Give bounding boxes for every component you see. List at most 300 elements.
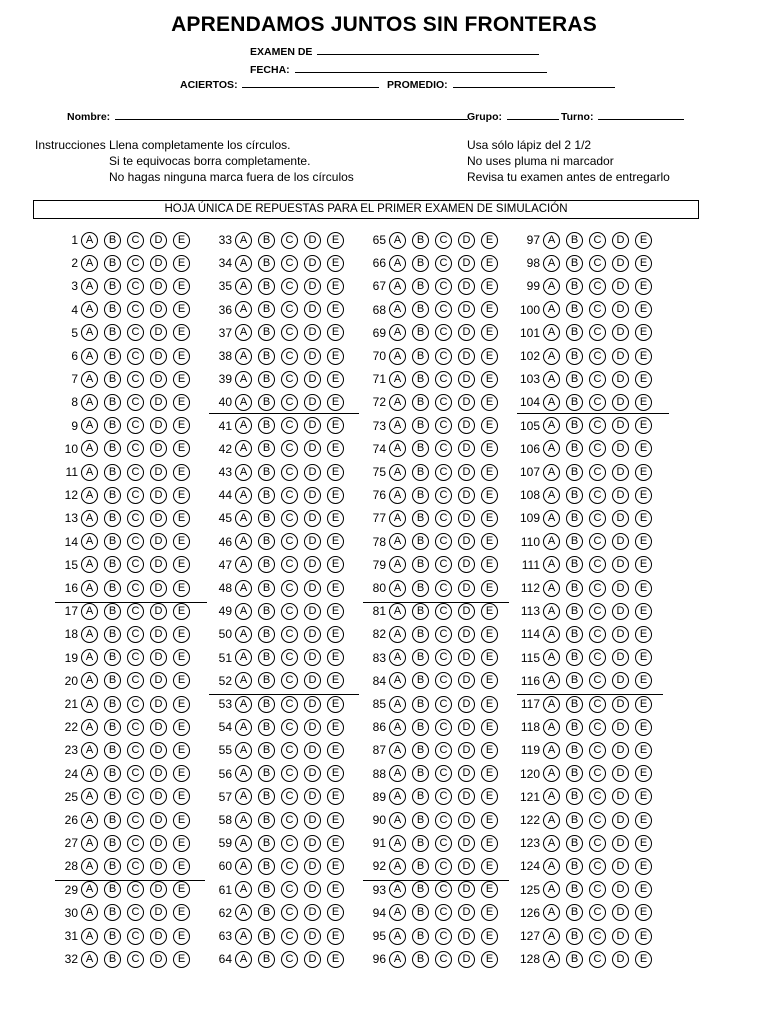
answer-bubble-c[interactable]: C [435,371,452,388]
answer-bubble-b[interactable]: B [258,672,275,689]
answer-bubble-b[interactable]: B [258,533,275,550]
answer-bubble-e[interactable]: E [635,696,652,713]
answer-bubble-d[interactable]: D [304,904,321,921]
answer-bubble-a[interactable]: A [81,603,98,620]
answer-bubble-b[interactable]: B [258,510,275,527]
answer-bubble-c[interactable]: C [589,278,606,295]
answer-bubble-c[interactable]: C [589,904,606,921]
answer-bubble-e[interactable]: E [635,232,652,249]
answer-bubble-a[interactable]: A [543,417,560,434]
answer-bubble-e[interactable]: E [635,881,652,898]
answer-bubble-b[interactable]: B [104,765,121,782]
answer-bubble-e[interactable]: E [173,371,190,388]
answer-bubble-d[interactable]: D [150,765,167,782]
answer-bubble-b[interactable]: B [104,255,121,272]
answer-bubble-a[interactable]: A [543,603,560,620]
answer-bubble-a[interactable]: A [81,835,98,852]
date-line[interactable] [295,62,547,73]
answer-bubble-a[interactable]: A [543,904,560,921]
answer-bubble-b[interactable]: B [104,464,121,481]
answer-bubble-b[interactable]: B [412,371,429,388]
answer-bubble-a[interactable]: A [81,348,98,365]
answer-bubble-b[interactable]: B [258,696,275,713]
answer-bubble-a[interactable]: A [235,904,252,921]
answer-bubble-e[interactable]: E [173,951,190,968]
answer-bubble-a[interactable]: A [543,835,560,852]
answer-bubble-b[interactable]: B [412,951,429,968]
answer-bubble-e[interactable]: E [173,765,190,782]
answer-bubble-d[interactable]: D [458,835,475,852]
answer-bubble-a[interactable]: A [235,835,252,852]
answer-bubble-d[interactable]: D [304,255,321,272]
answer-bubble-d[interactable]: D [304,788,321,805]
answer-bubble-d[interactable]: D [150,928,167,945]
answer-bubble-b[interactable]: B [258,928,275,945]
answer-bubble-d[interactable]: D [150,324,167,341]
answer-bubble-d[interactable]: D [304,812,321,829]
answer-bubble-c[interactable]: C [281,765,298,782]
answer-bubble-d[interactable]: D [458,719,475,736]
answer-bubble-d[interactable]: D [612,394,629,411]
answer-bubble-a[interactable]: A [389,742,406,759]
answer-bubble-b[interactable]: B [258,301,275,318]
answer-bubble-c[interactable]: C [589,371,606,388]
answer-bubble-d[interactable]: D [458,603,475,620]
answer-bubble-c[interactable]: C [589,788,606,805]
answer-bubble-b[interactable]: B [412,765,429,782]
answer-bubble-b[interactable]: B [104,742,121,759]
answer-bubble-b[interactable]: B [258,904,275,921]
answer-bubble-e[interactable]: E [173,487,190,504]
answer-bubble-b[interactable]: B [566,672,583,689]
answer-bubble-e[interactable]: E [635,765,652,782]
answer-bubble-c[interactable]: C [435,626,452,643]
answer-bubble-c[interactable]: C [127,928,144,945]
answer-bubble-e[interactable]: E [327,556,344,573]
answer-bubble-e[interactable]: E [635,788,652,805]
answer-bubble-a[interactable]: A [543,719,560,736]
answer-bubble-c[interactable]: C [589,928,606,945]
answer-bubble-b[interactable]: B [566,788,583,805]
answer-bubble-d[interactable]: D [612,788,629,805]
answer-bubble-d[interactable]: D [458,881,475,898]
answer-bubble-d[interactable]: D [458,626,475,643]
name-line[interactable] [115,109,468,120]
answer-bubble-e[interactable]: E [173,464,190,481]
answer-bubble-d[interactable]: D [150,556,167,573]
answer-bubble-e[interactable]: E [635,904,652,921]
answer-bubble-b[interactable]: B [566,881,583,898]
answer-bubble-b[interactable]: B [566,440,583,457]
answer-bubble-c[interactable]: C [281,348,298,365]
answer-bubble-b[interactable]: B [566,232,583,249]
answer-bubble-a[interactable]: A [389,301,406,318]
answer-bubble-e[interactable]: E [635,742,652,759]
answer-bubble-a[interactable]: A [543,951,560,968]
answer-bubble-d[interactable]: D [458,904,475,921]
answer-bubble-b[interactable]: B [258,417,275,434]
answer-bubble-b[interactable]: B [104,510,121,527]
answer-bubble-e[interactable]: E [173,440,190,457]
answer-bubble-a[interactable]: A [235,232,252,249]
answer-bubble-d[interactable]: D [150,951,167,968]
answer-bubble-a[interactable]: A [81,626,98,643]
answer-bubble-e[interactable]: E [635,533,652,550]
answer-bubble-a[interactable]: A [235,324,252,341]
answer-bubble-a[interactable]: A [389,696,406,713]
answer-bubble-b[interactable]: B [412,348,429,365]
answer-bubble-c[interactable]: C [435,928,452,945]
answer-bubble-c[interactable]: C [127,765,144,782]
answer-bubble-a[interactable]: A [543,788,560,805]
answer-bubble-d[interactable]: D [304,487,321,504]
answer-bubble-c[interactable]: C [127,696,144,713]
answer-bubble-d[interactable]: D [612,301,629,318]
answer-bubble-d[interactable]: D [458,765,475,782]
answer-bubble-c[interactable]: C [435,788,452,805]
answer-bubble-e[interactable]: E [173,348,190,365]
answer-bubble-b[interactable]: B [104,696,121,713]
answer-bubble-a[interactable]: A [389,812,406,829]
answer-bubble-d[interactable]: D [612,928,629,945]
answer-bubble-d[interactable]: D [458,788,475,805]
answer-bubble-d[interactable]: D [304,649,321,666]
answer-bubble-c[interactable]: C [281,556,298,573]
answer-bubble-b[interactable]: B [258,858,275,875]
answer-bubble-c[interactable]: C [589,232,606,249]
answer-bubble-e[interactable]: E [327,348,344,365]
answer-bubble-b[interactable]: B [258,881,275,898]
answer-bubble-d[interactable]: D [150,649,167,666]
answer-bubble-d[interactable]: D [150,440,167,457]
answer-bubble-b[interactable]: B [412,858,429,875]
answer-bubble-d[interactable]: D [458,951,475,968]
answer-bubble-e[interactable]: E [481,904,498,921]
answer-bubble-a[interactable]: A [235,371,252,388]
answer-bubble-c[interactable]: C [435,649,452,666]
answer-bubble-d[interactable]: D [304,510,321,527]
answer-bubble-c[interactable]: C [589,626,606,643]
answer-bubble-e[interactable]: E [327,719,344,736]
answer-bubble-c[interactable]: C [589,301,606,318]
answer-bubble-d[interactable]: D [304,324,321,341]
answer-bubble-a[interactable]: A [389,255,406,272]
answer-bubble-c[interactable]: C [435,255,452,272]
answer-bubble-e[interactable]: E [173,742,190,759]
answer-bubble-e[interactable]: E [173,858,190,875]
answer-bubble-e[interactable]: E [481,440,498,457]
answer-bubble-e[interactable]: E [327,301,344,318]
answer-bubble-c[interactable]: C [435,348,452,365]
answer-bubble-d[interactable]: D [150,858,167,875]
answer-bubble-a[interactable]: A [389,324,406,341]
answer-bubble-c[interactable]: C [281,371,298,388]
answer-bubble-c[interactable]: C [435,904,452,921]
answer-bubble-d[interactable]: D [304,858,321,875]
answer-bubble-c[interactable]: C [589,556,606,573]
answer-bubble-b[interactable]: B [566,603,583,620]
answer-bubble-e[interactable]: E [635,626,652,643]
answer-bubble-d[interactable]: D [612,951,629,968]
answer-bubble-d[interactable]: D [150,301,167,318]
answer-bubble-e[interactable]: E [327,672,344,689]
answer-bubble-e[interactable]: E [173,603,190,620]
answer-bubble-a[interactable]: A [235,464,252,481]
answer-bubble-e[interactable]: E [327,440,344,457]
answer-bubble-e[interactable]: E [635,278,652,295]
answer-bubble-b[interactable]: B [104,301,121,318]
answer-bubble-e[interactable]: E [327,928,344,945]
answer-bubble-a[interactable]: A [389,556,406,573]
answer-bubble-a[interactable]: A [389,348,406,365]
answer-bubble-b[interactable]: B [258,464,275,481]
answer-bubble-d[interactable]: D [304,928,321,945]
answer-bubble-b[interactable]: B [412,510,429,527]
answer-bubble-a[interactable]: A [543,812,560,829]
answer-bubble-d[interactable]: D [458,371,475,388]
answer-bubble-d[interactable]: D [458,394,475,411]
answer-bubble-e[interactable]: E [635,672,652,689]
answer-bubble-e[interactable]: E [173,324,190,341]
answer-bubble-d[interactable]: D [304,765,321,782]
answer-bubble-a[interactable]: A [235,556,252,573]
answer-bubble-c[interactable]: C [281,742,298,759]
answer-bubble-c[interactable]: C [281,788,298,805]
answer-bubble-a[interactable]: A [389,649,406,666]
answer-bubble-e[interactable]: E [327,858,344,875]
date-field[interactable] [250,62,547,76]
answer-bubble-d[interactable]: D [304,301,321,318]
answer-bubble-a[interactable]: A [235,881,252,898]
answer-bubble-d[interactable]: D [150,348,167,365]
answer-bubble-d[interactable]: D [304,348,321,365]
answer-bubble-c[interactable]: C [281,696,298,713]
answer-bubble-e[interactable]: E [327,278,344,295]
exam-line[interactable] [317,44,539,55]
answer-bubble-d[interactable]: D [612,835,629,852]
answer-bubble-e[interactable]: E [635,812,652,829]
answer-bubble-b[interactable]: B [258,603,275,620]
answer-bubble-e[interactable]: E [481,696,498,713]
answer-bubble-d[interactable]: D [612,765,629,782]
answer-bubble-e[interactable]: E [327,510,344,527]
answer-bubble-a[interactable]: A [235,603,252,620]
answer-bubble-b[interactable]: B [412,394,429,411]
answer-bubble-e[interactable]: E [481,464,498,481]
answer-bubble-a[interactable]: A [235,742,252,759]
answer-bubble-b[interactable]: B [566,719,583,736]
answer-bubble-a[interactable]: A [543,394,560,411]
answer-bubble-b[interactable]: B [258,487,275,504]
answer-bubble-e[interactable]: E [173,278,190,295]
answer-bubble-c[interactable]: C [589,765,606,782]
answer-bubble-d[interactable]: D [612,580,629,597]
answer-bubble-a[interactable]: A [543,881,560,898]
answer-bubble-e[interactable]: E [481,278,498,295]
answer-bubble-a[interactable]: A [81,928,98,945]
answer-bubble-c[interactable]: C [589,881,606,898]
name-field[interactable] [67,109,468,123]
answer-bubble-a[interactable]: A [543,487,560,504]
answer-bubble-b[interactable]: B [258,278,275,295]
answer-bubble-a[interactable]: A [81,765,98,782]
answer-bubble-e[interactable]: E [481,417,498,434]
answer-bubble-c[interactable]: C [127,394,144,411]
answer-bubble-c[interactable]: C [281,464,298,481]
answer-bubble-c[interactable]: C [589,487,606,504]
exam-field[interactable] [250,44,539,58]
shift-field[interactable] [561,109,684,123]
answer-bubble-a[interactable]: A [389,858,406,875]
answer-bubble-e[interactable]: E [327,649,344,666]
answer-bubble-c[interactable]: C [127,440,144,457]
answer-bubble-d[interactable]: D [612,696,629,713]
answer-bubble-c[interactable]: C [589,533,606,550]
answer-bubble-b[interactable]: B [258,788,275,805]
answer-bubble-a[interactable]: A [543,324,560,341]
answer-bubble-b[interactable]: B [412,719,429,736]
answer-bubble-a[interactable]: A [543,278,560,295]
answer-bubble-d[interactable]: D [458,696,475,713]
answer-bubble-a[interactable]: A [543,649,560,666]
answer-bubble-c[interactable]: C [127,742,144,759]
answer-bubble-d[interactable]: D [150,394,167,411]
answer-bubble-c[interactable]: C [589,464,606,481]
answer-bubble-e[interactable]: E [481,301,498,318]
answer-bubble-e[interactable]: E [173,626,190,643]
answer-bubble-e[interactable]: E [327,394,344,411]
answer-bubble-c[interactable]: C [589,672,606,689]
answer-bubble-c[interactable]: C [127,951,144,968]
answer-bubble-e[interactable]: E [327,765,344,782]
answer-bubble-c[interactable]: C [127,812,144,829]
answer-bubble-a[interactable]: A [543,626,560,643]
answer-bubble-c[interactable]: C [435,742,452,759]
answer-bubble-d[interactable]: D [612,371,629,388]
answer-bubble-a[interactable]: A [235,765,252,782]
answer-bubble-e[interactable]: E [635,649,652,666]
answer-bubble-e[interactable]: E [481,928,498,945]
answer-bubble-b[interactable]: B [104,394,121,411]
answer-bubble-a[interactable]: A [543,696,560,713]
answer-bubble-e[interactable]: E [481,858,498,875]
answer-bubble-c[interactable]: C [435,580,452,597]
answer-bubble-c[interactable]: C [281,812,298,829]
answer-bubble-c[interactable]: C [435,719,452,736]
answer-bubble-a[interactable]: A [543,928,560,945]
answer-bubble-d[interactable]: D [150,533,167,550]
answer-bubble-e[interactable]: E [327,881,344,898]
answer-bubble-d[interactable]: D [612,881,629,898]
answer-bubble-d[interactable]: D [458,278,475,295]
answer-bubble-b[interactable]: B [566,951,583,968]
answer-bubble-b[interactable]: B [258,556,275,573]
answer-bubble-b[interactable]: B [412,812,429,829]
answer-bubble-c[interactable]: C [435,394,452,411]
answer-bubble-a[interactable]: A [543,765,560,782]
answer-bubble-b[interactable]: B [104,928,121,945]
answer-bubble-d[interactable]: D [304,603,321,620]
answer-bubble-c[interactable]: C [127,533,144,550]
answer-bubble-a[interactable]: A [81,649,98,666]
answer-bubble-e[interactable]: E [635,835,652,852]
answer-bubble-e[interactable]: E [635,580,652,597]
answer-bubble-b[interactable]: B [412,324,429,341]
answer-bubble-c[interactable]: C [435,835,452,852]
answer-bubble-a[interactable]: A [389,394,406,411]
answer-bubble-d[interactable]: D [150,812,167,829]
answer-bubble-e[interactable]: E [635,440,652,457]
answer-bubble-a[interactable]: A [81,812,98,829]
answer-bubble-c[interactable]: C [127,580,144,597]
answer-bubble-c[interactable]: C [589,951,606,968]
answer-bubble-d[interactable]: D [150,580,167,597]
answer-bubble-e[interactable]: E [173,301,190,318]
answer-bubble-a[interactable]: A [389,232,406,249]
answer-bubble-e[interactable]: E [173,788,190,805]
answer-bubble-c[interactable]: C [435,301,452,318]
answer-bubble-d[interactable]: D [458,348,475,365]
answer-bubble-b[interactable]: B [412,696,429,713]
answer-bubble-c[interactable]: C [435,232,452,249]
answer-bubble-b[interactable]: B [104,324,121,341]
answer-bubble-e[interactable]: E [327,951,344,968]
answer-bubble-b[interactable]: B [258,626,275,643]
answer-bubble-d[interactable]: D [150,626,167,643]
answer-bubble-e[interactable]: E [481,719,498,736]
answer-bubble-b[interactable]: B [258,232,275,249]
answer-bubble-c[interactable]: C [281,858,298,875]
answer-bubble-d[interactable]: D [150,232,167,249]
answer-bubble-e[interactable]: E [481,951,498,968]
answer-bubble-d[interactable]: D [612,672,629,689]
answer-bubble-c[interactable]: C [281,255,298,272]
answer-bubble-c[interactable]: C [435,510,452,527]
answer-bubble-a[interactable]: A [543,556,560,573]
answer-bubble-e[interactable]: E [327,904,344,921]
answer-bubble-b[interactable]: B [412,904,429,921]
answer-bubble-d[interactable]: D [458,928,475,945]
answer-bubble-c[interactable]: C [281,440,298,457]
answer-bubble-d[interactable]: D [458,301,475,318]
answer-bubble-e[interactable]: E [327,835,344,852]
answer-bubble-b[interactable]: B [412,835,429,852]
answer-bubble-d[interactable]: D [612,533,629,550]
answer-bubble-e[interactable]: E [173,255,190,272]
answer-bubble-b[interactable]: B [104,417,121,434]
answer-bubble-b[interactable]: B [412,603,429,620]
answer-bubble-a[interactable]: A [389,928,406,945]
answer-bubble-c[interactable]: C [127,464,144,481]
answer-bubble-c[interactable]: C [435,533,452,550]
answer-bubble-e[interactable]: E [481,672,498,689]
answer-bubble-b[interactable]: B [258,580,275,597]
answer-bubble-d[interactable]: D [150,672,167,689]
answer-bubble-d[interactable]: D [458,858,475,875]
average-line[interactable] [453,77,615,88]
answer-bubble-a[interactable]: A [235,301,252,318]
answer-bubble-a[interactable]: A [235,696,252,713]
answer-bubble-b[interactable]: B [104,858,121,875]
answer-bubble-a[interactable]: A [389,788,406,805]
answer-bubble-b[interactable]: B [258,951,275,968]
answer-bubble-c[interactable]: C [589,696,606,713]
answer-bubble-b[interactable]: B [412,487,429,504]
answer-bubble-c[interactable]: C [281,672,298,689]
answer-bubble-e[interactable]: E [635,487,652,504]
answer-bubble-c[interactable]: C [589,255,606,272]
answer-bubble-a[interactable]: A [81,232,98,249]
